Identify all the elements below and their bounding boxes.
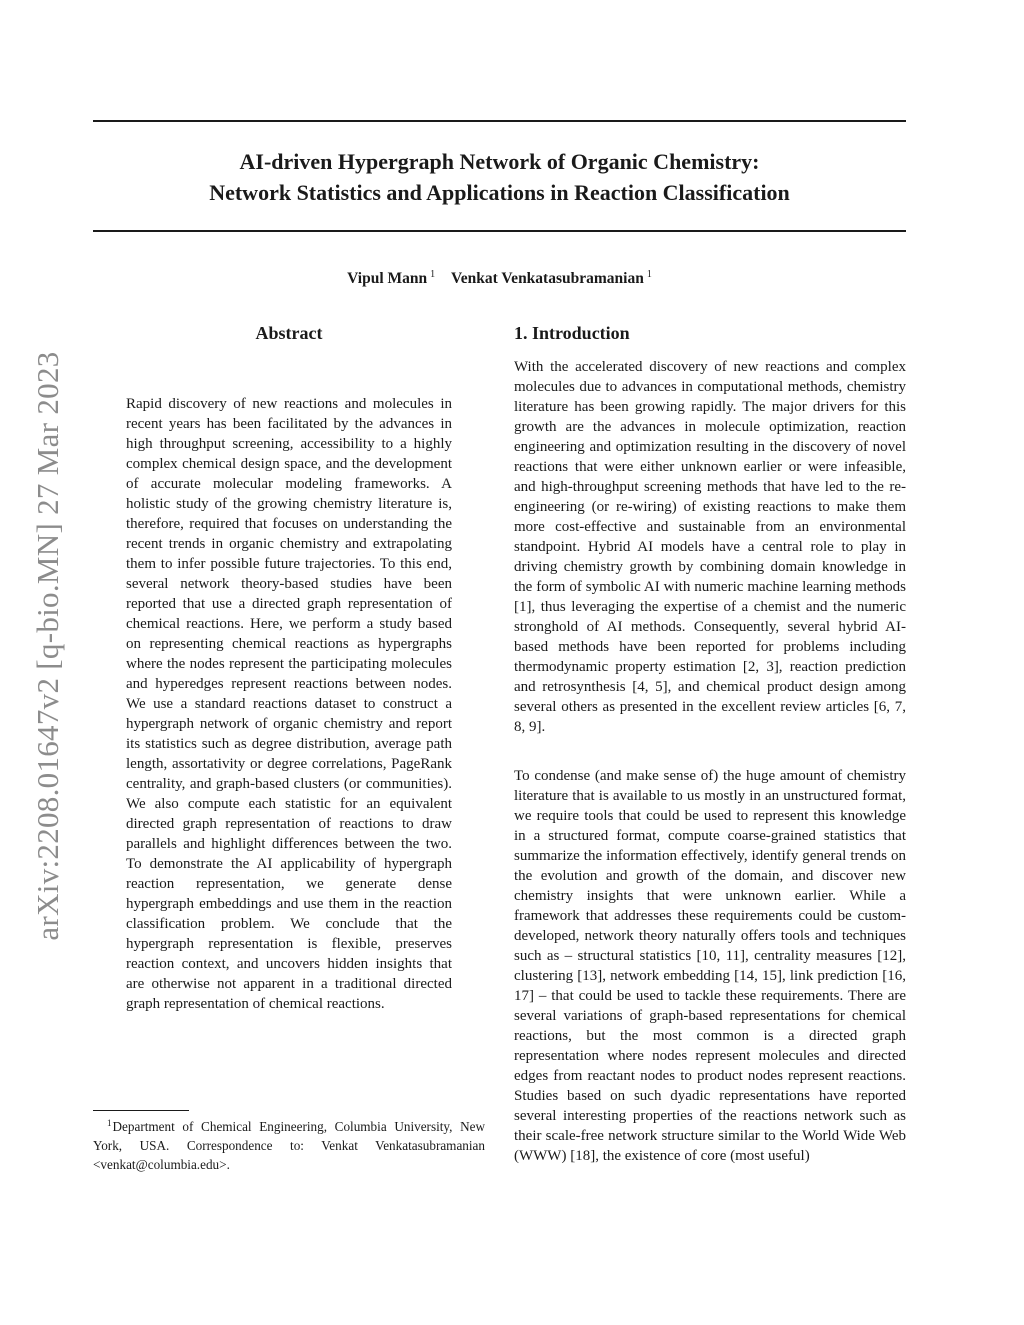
title-line-2: Network Statistics and Applications in Reaction Classification: [209, 180, 790, 205]
title-line-1: AI-driven Hypergraph Network of Organic Chemistry:: [239, 149, 760, 174]
author-list: [93, 264, 906, 290]
author: [347, 270, 435, 287]
footnote-rule: [93, 1110, 189, 1111]
author: [451, 270, 652, 287]
affiliation-footnote: [93, 1114, 485, 1174]
footnote-mark: 1: [107, 1118, 112, 1128]
footnote-text: Department of Chemical Engineering, Columbia University, New York, USA. Correspondence to: Venkat Venkatasubramanian <venkat@columbia.edu>.: [93, 1119, 485, 1172]
title-rule-bottom: [93, 230, 906, 232]
affiliation-mark: 1: [646, 269, 652, 280]
author-name: Vipul Mann: [347, 270, 428, 287]
author-name: Venkat Venkatasubramanian: [451, 270, 644, 287]
arxiv-identifier: arXiv:2208.01647v2 [q-bio.MN] 27 Mar 2023: [30, 351, 65, 941]
affiliation-mark: 1: [430, 269, 436, 280]
abstract-heading: Abstract: [255, 323, 323, 343]
introduction-paragraph-1: With the accelerated discovery of new reactions and complex molecules due to advances in computational methods, chemistry literature has been growing rapidly. The major drivers for this growth are the advances in molecule optimization, reaction engineering and optimization resulting in the discovery of novel reactions that were either unknown earlier or were infeasible, and high-throughput screening methods that have led to the re-engineering (or re-wiring) of existing reactions to make them more cost-effective and sustainable from an environmental standpoint. Hybrid AI models have a central role to play in driving chemistry growth by combining domain knowledge in the form of symbolic AI with numeric machine learning methods [1], thus leveraging the expertise of a chemist and the numeric stronghold of AI methods. Consequently, several hybrid AI-based methods have been reported for problems including thermodynamic property estimation [2, 3], reaction prediction and retrosynthesis [4, 5], and chemical product design among several others as presented in the excellent review articles [6, 7, 8, 9].: [514, 359, 906, 735]
introduction-paragraph-2: To condense (and make sense of) the huge amount of chemistry literature that is available to us mostly in an unstructured format, we require tools that could be used to represent this knowledge in a structured format, compute coarse-grained statistics that summarize the information effectively, identify general trends on the evolution and growth of the domain, and discover new chemistry insights that were unknown earlier. While a framework that addresses these requirements could be custom-developed, network theory naturally offers tools and techniques such as – structural statistics [10, 11], centrality measures [12], clustering [13], network embedding [14, 15], link prediction [16, 17] – that could be used to tackle these requirements. There are several variations of graph-based representations for chemical reactions, but the most common is a directed graph representation where nodes represent molecules and directed edges from reactant nodes to product nodes represent reactions. Studies based on such dyadic representations have reported several interesting properties of the reactions network such as their scale-free network structure similar to the World Wide Web (WWW) [18], the existence of core (most useful): [514, 768, 906, 1164]
title-rule-top: [93, 120, 906, 122]
introduction-heading: 1. Introduction: [514, 323, 630, 343]
abstract-text: Rapid discovery of new reactions and molecules in recent years has been facilitated by the advances in high throughput screening, accessibility to a highly complex chemical design space, and the development of accurate molecular modeling frameworks. A holistic study of the growing chemistry literature is, therefore, required that focuses on understanding the recent trends in organic chemistry and extrapolating them to infer possible future trajectories. To this end, several network theory-based studies have been reported that use a directed graph representation of chemical reactions. Here, we perform a study based on representing chemical reactions as hypergraphs where the nodes represent the participating molecules and hyperedges represent reactions between nodes. We use a standard reactions dataset to construct a hypergraph network of organic chemistry and report its statistics such as degree distribution, average path length, assortativity or degree correlations, PageRank centrality, and graph-based clusters (or communities). We also compute each statistic for an equivalent directed graph representation of reactions to draw parallels and highlight differences between the two. To demonstrate the AI applicability of hypergraph reaction representation, we generate dense hypergraph embeddings and use them in the reaction classification problem. We conclude that the hypergraph representation is flexible, preserves reaction context, and uncovers hidden insights that are otherwise not apparent in a traditional directed graph representation of chemical reactions.: [126, 396, 452, 1012]
paper-title: [93, 146, 906, 208]
